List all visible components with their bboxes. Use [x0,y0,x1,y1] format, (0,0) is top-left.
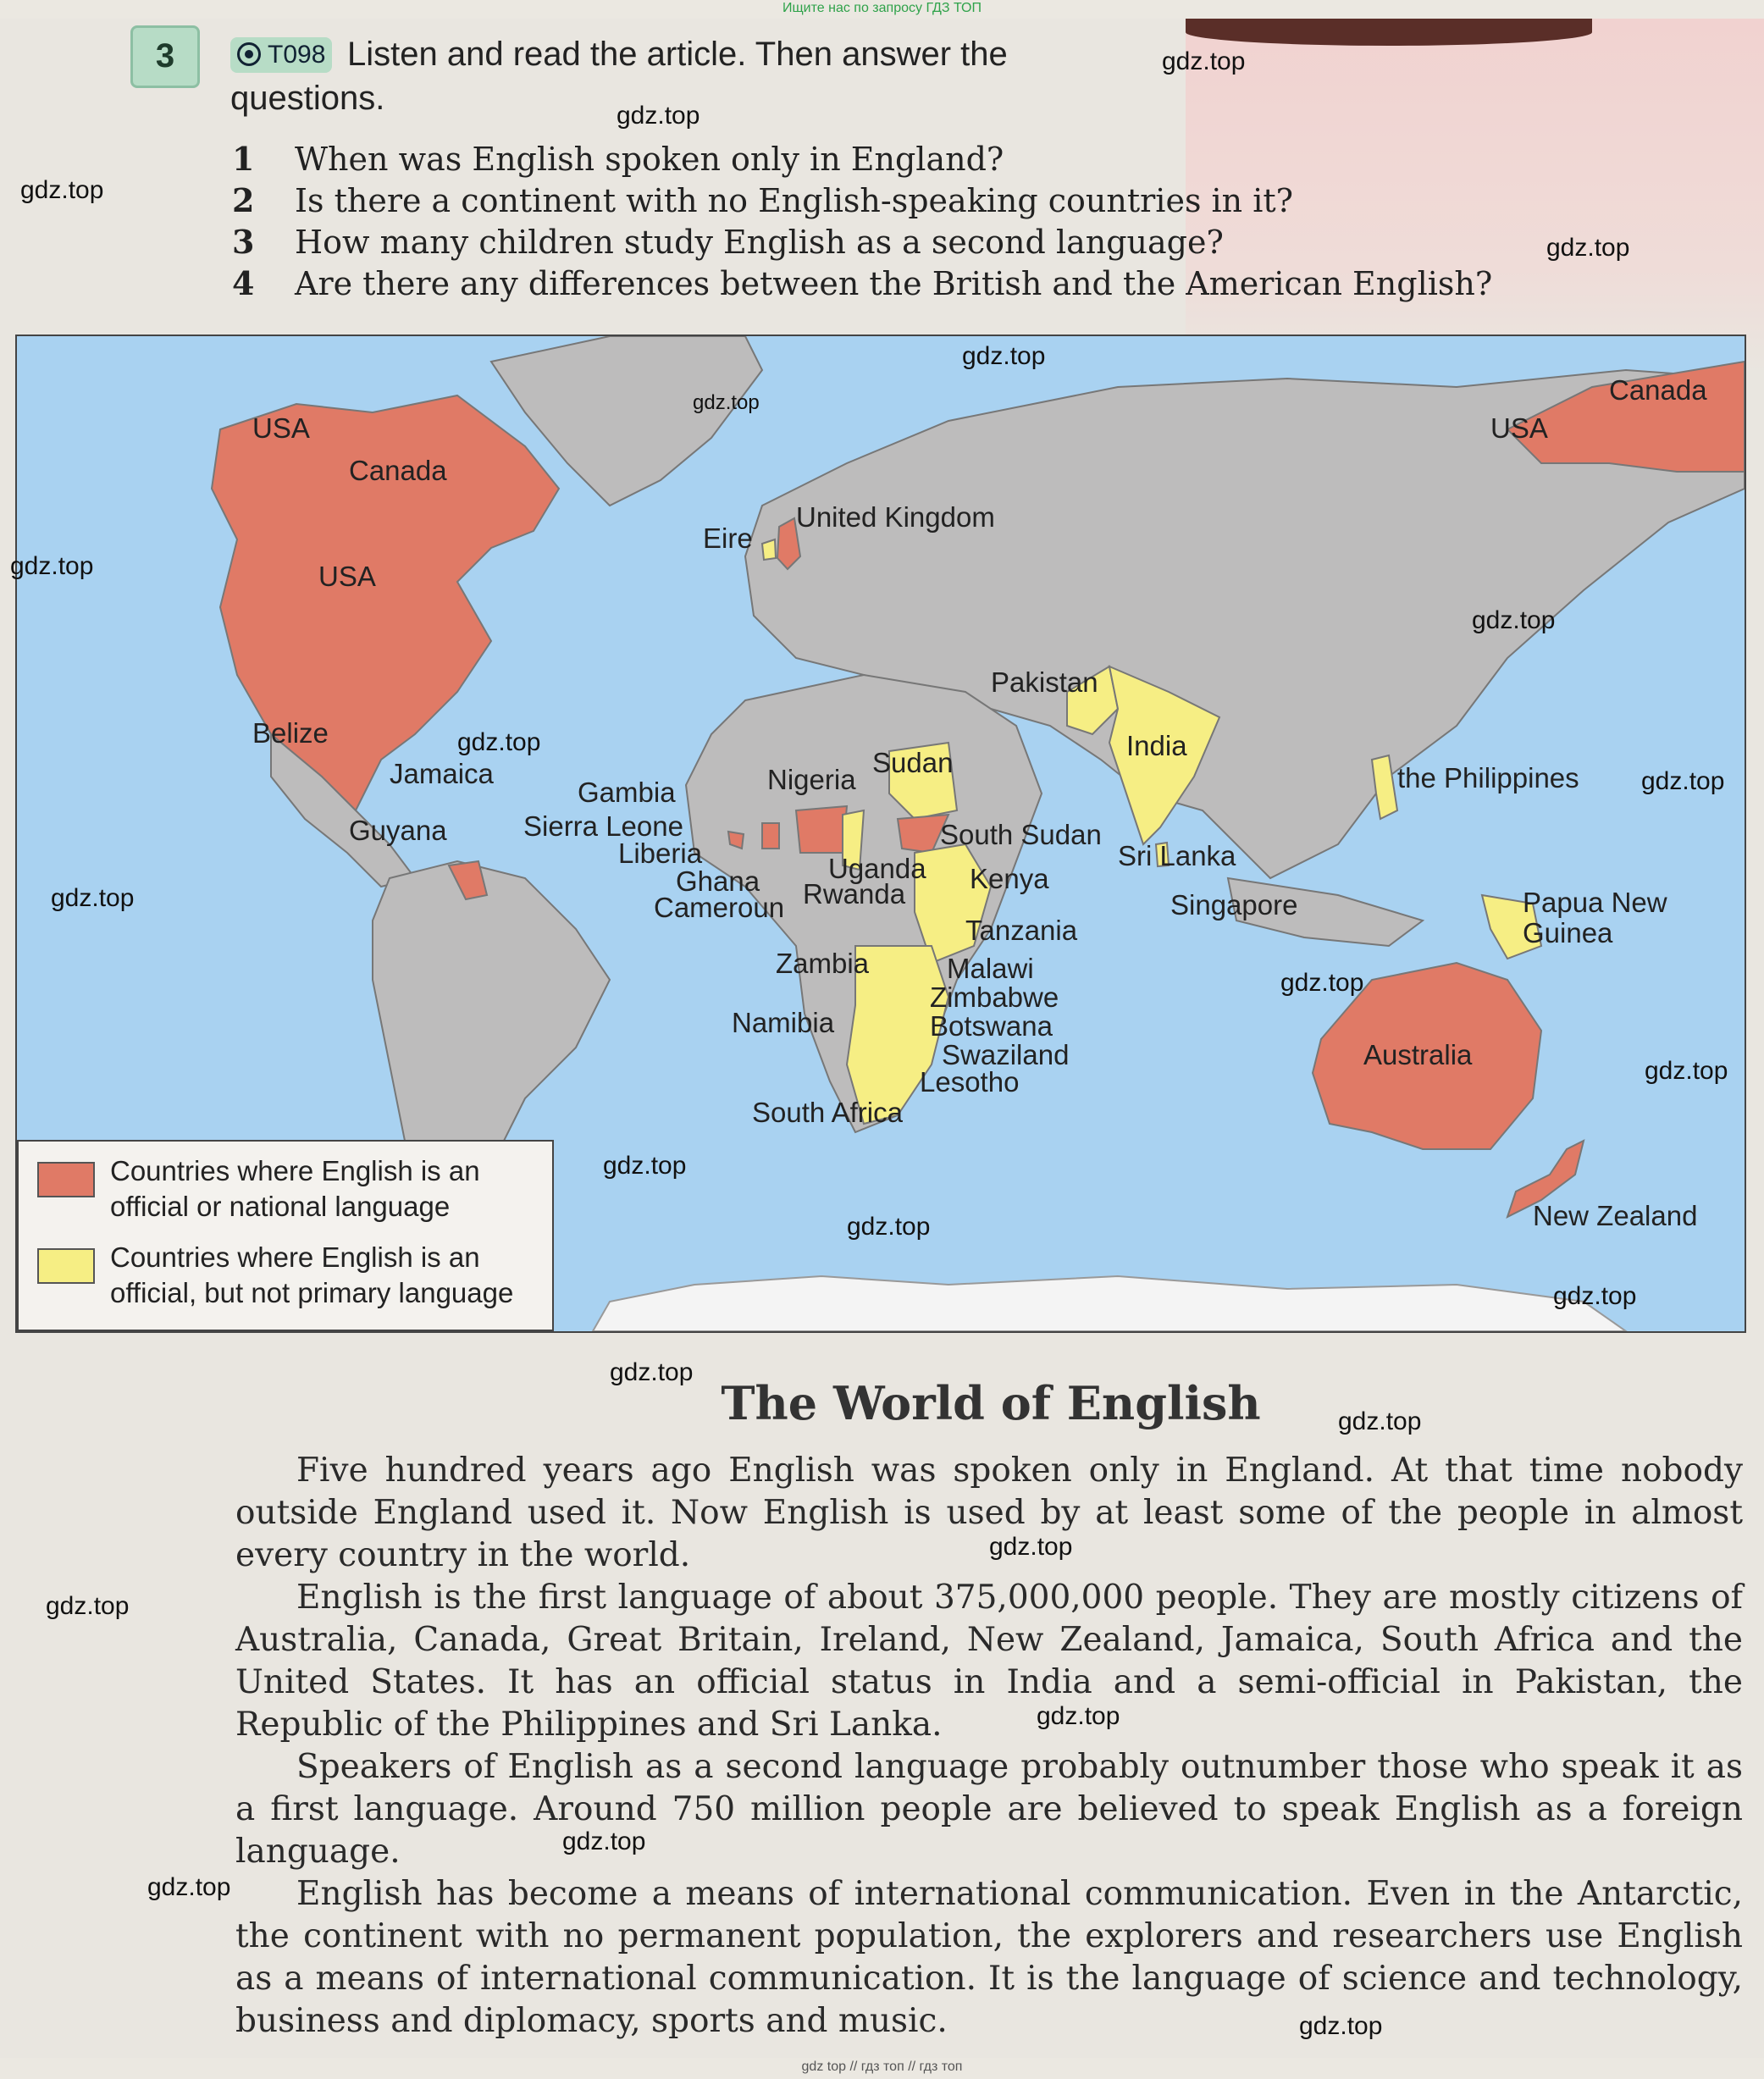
watermark: gdz.top [1641,767,1725,795]
question-item [232,223,1224,261]
exercise-number: 3 [130,25,200,88]
watermark: gdz.top [147,1873,231,1901]
top-banner[interactable]: Ищите нас по запросу ГДЗ ТОП [782,1,982,15]
map-label-png-line1: Papua New [1523,887,1667,918]
map-label-cameroun: Cameroun [654,892,785,923]
article-paragraph-3: Speakers of English as a second language probably outnumber those who speak it as a first language. Around 750 million people are believed to speak English as a foreign language. [235,1748,1743,1871]
question-number: 3 [232,223,255,261]
map-label-south-africa: South Africa [752,1097,903,1128]
map-label-sri-lanka: Sri Lanka [1118,840,1236,871]
legend-text-secondary [110,1240,550,1311]
audio-track-label: T098 [268,41,326,69]
audio-disc-icon [237,42,261,66]
map-label-namibia: Namibia [732,1007,835,1038]
map-label-liberia: Liberia [618,838,703,869]
map-label-gambia: Gambia [578,777,676,808]
watermark: gdz.top [10,552,94,580]
map-label-guyana: Guyana [349,815,447,846]
instruction-line-2: questions. [230,80,385,117]
map-label-singapore: Singapore [1170,889,1298,921]
question-number: 4 [232,264,255,302]
map-label-sierra-leone: Sierra Leone [523,810,683,842]
question-item [232,181,1293,219]
map-label-pakistan: Pakistan [991,666,1098,698]
legend-swatch-official [37,1162,95,1197]
map-label-canada-east: Canada [1609,374,1707,406]
watermark: gdz.top [1299,2012,1383,2040]
watermark: gdz.top [610,1358,694,1386]
legend-official-line-2: official or national language [110,1191,451,1222]
map-label-australia: Australia [1363,1039,1473,1070]
map-label-usa: USA [318,561,376,592]
watermark: gdz.top [562,1827,646,1855]
watermark: gdz.top [1037,1702,1120,1730]
watermark: gdz.top [46,1592,130,1620]
map-label-rwanda: Rwanda [803,878,906,910]
map-label-canada: Canada [349,455,447,486]
watermark: gdz.top [1162,47,1246,75]
watermark: gdz.top [1338,1407,1422,1435]
map-label-eire: Eire [703,523,753,554]
map-label-new-zealand: New Zealand [1533,1200,1698,1231]
article-paragraph-2: English is the first language of about 375,000,000 people. They are mostly citizens of Australia, Canada, Great Britain, Ireland, New Zealand, Jamaica, South Africa and the United States. It has an official status in India and a semi-official in Pakistan, the Republic of the Philippines and Sri Lanka. [235,1579,1743,1744]
watermark: gdz.top [1472,606,1556,634]
map-label-uganda: Uganda [828,853,926,884]
question-item [232,140,1004,178]
watermark: gdz.top [20,176,104,204]
watermark: gdz.top [1546,234,1630,262]
question-text: When was English spoken only in England? [295,141,1004,178]
bottom-banner: gdz top // гдз топ // гдз топ [801,2060,963,2074]
question-item [232,264,1492,302]
question-text: How many children study English as a second language? [295,224,1224,261]
map-label-united-kingdom: United Kingdom [796,501,995,533]
map-label-zimbabwe: Zimbabwe [930,981,1059,1013]
watermark: gdz.top [617,102,700,130]
map-legend [17,1140,554,1331]
watermark: gdz.top [1280,969,1364,997]
watermark: gdz.top [603,1152,687,1180]
question-text: Is there a continent with no English-speaking countries in it? [295,182,1294,219]
watermark: gdz.top [989,1533,1073,1561]
map-label-kenya: Kenya [970,863,1049,894]
map-label-philippines: the Philippines [1397,762,1579,793]
map-label-ghana: Ghana [676,865,760,897]
article-title: The World of English [721,1376,1261,1430]
legend-swatch-secondary [37,1248,95,1284]
map-label-zambia: Zambia [776,948,870,979]
watermark: gdz.top [962,342,1046,370]
question-number: 1 [232,140,255,178]
map-label-botswana: Botswana [930,1010,1053,1042]
map-label-south-sudan: South Sudan [940,819,1102,850]
watermark: gdz.top [1645,1057,1728,1085]
legend-official-line-1: Countries where English is an [110,1155,480,1186]
instruction-line-1: Listen and read the article. Then answer the [347,36,1008,73]
map-label-india: India [1126,730,1187,761]
map-label-lesotho: Lesotho [920,1066,1020,1098]
question-text: Are there any differences between the British and the American English? [295,265,1493,302]
map-label-usa-east: USA [1490,412,1548,444]
watermark: gdz.top [51,884,135,912]
legend-text-official [110,1153,550,1225]
antarctica-shape [593,1276,1626,1331]
watermark: gdz.top [457,728,541,756]
page-edge-blob [1186,19,1592,46]
map-label-jamaica: Jamaica [390,758,494,789]
article-paragraph-1: Five hundred years ago English was spoken only in England. At that time nobody outside England used it. Now English is used by at least some of the people in almost every country in the world. [235,1451,1743,1574]
map-label-nigeria: Nigeria [767,764,856,795]
map-label-sudan: Sudan [872,747,954,778]
map-label-usa-alaska: USA [252,412,310,444]
question-number: 2 [232,181,255,219]
eire-shape [762,539,776,560]
article-paragraph-4: English has become a means of international communication. Even in the Antarctic, the continent with no permanent population, the explorers and researchers use English as a means of international communication. It is the language of science and technology, business and diplomacy, sports and music. [235,1875,1743,2040]
nigeria-shape [796,806,847,853]
legend-secondary-line-2: official, but not primary language [110,1277,514,1308]
audio-track-badge[interactable] [230,37,332,73]
map-label-belize: Belize [252,717,329,749]
watermark: gdz.top [693,391,760,414]
ghana-shape [762,823,779,849]
watermark: gdz.top [1553,1282,1637,1310]
map-label-swaziland: Swaziland [942,1039,1070,1070]
map-label-malawi: Malawi [947,953,1034,984]
map-label-png-line2: Guinea [1523,917,1613,948]
watermark: gdz.top [847,1213,931,1241]
legend-secondary-line-1: Countries where English is an [110,1241,480,1273]
map-label-tanzania: Tanzania [965,915,1078,946]
